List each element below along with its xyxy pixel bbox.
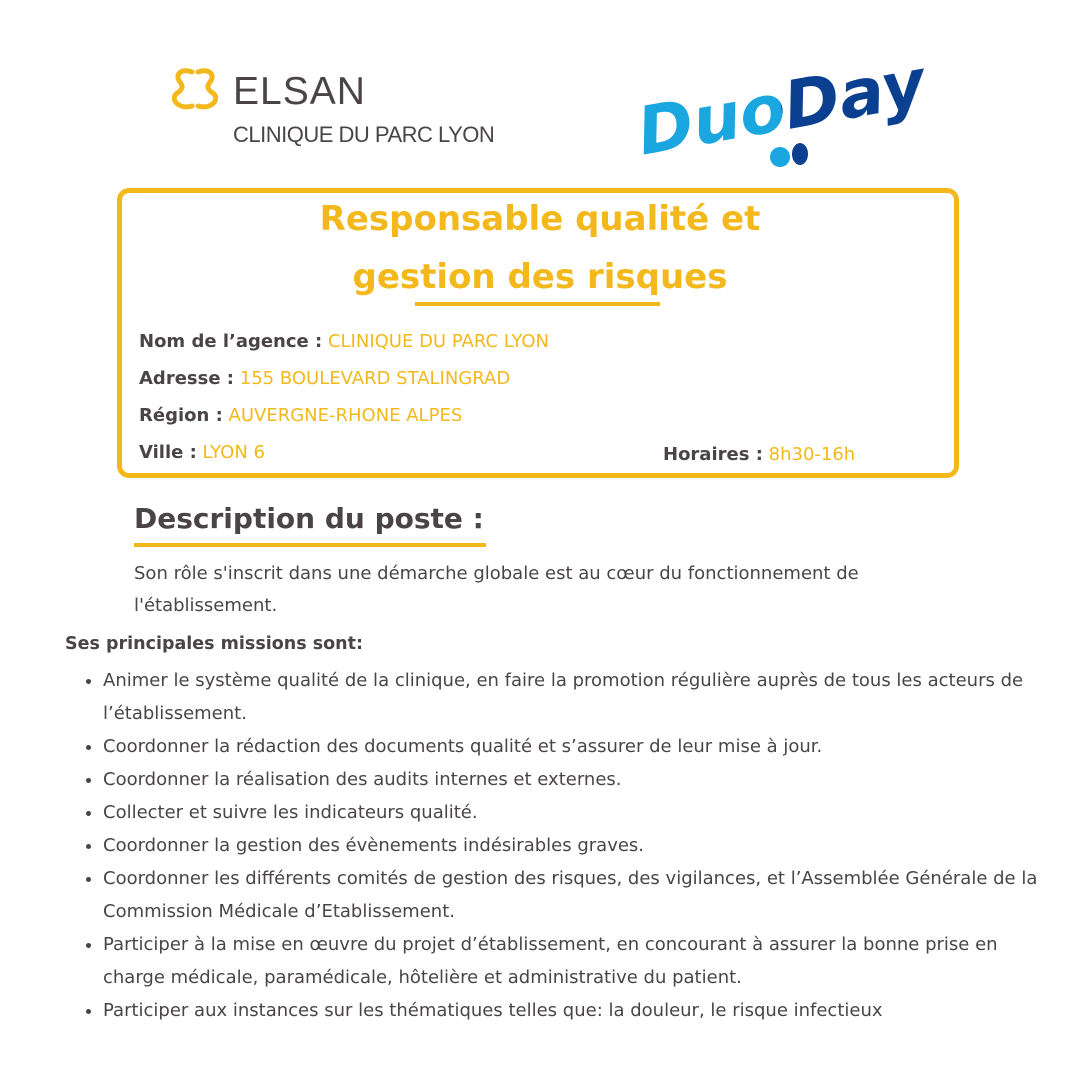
job-title [0,190,1080,306]
field-label: Adresse : [139,368,235,389]
description-text: Son rôle s'inscrit dans une démarche globale est au cœur du fonctionnement de l'établissement. [134,563,859,616]
job-title-line1: Responsable qualité et [319,199,761,239]
field-value: CLINIQUE DU PARC LYON [327,331,550,352]
list-item: • Coordonner les différents comités de gestion des risques, des vigilances, et l’Assemblée Générale de la Commission Médicale d’Etablissement. [103,862,1053,928]
list-item: • Collecter et suivre les indicateurs qualité. [103,796,1053,829]
list-item: • Participer aux instances sur les thématiques telles que: la douleur, le risque infectieux [103,994,1053,1027]
field-label: Ville : [139,442,197,463]
field-address [139,366,510,392]
clinic-name: CLINIQUE DU PARC LYON [233,122,495,147]
duoday-dot-icon [770,147,790,167]
title-underline [415,302,660,306]
field-value: LYON 6 [202,442,265,463]
field-agency [139,329,549,355]
field-region [139,403,462,429]
missions-list [65,664,1053,1027]
field-value: 8h30-16h [768,444,856,465]
list-item: • Animer le système qualité de la clinique, en faire la promotion régulière auprès de tous les acteurs de l’établissement. [103,664,1053,730]
field-value: AUVERGNE-RHONE ALPES [228,405,463,426]
duoday-dot-icon [792,143,808,165]
field-label: Horaires : [663,444,763,465]
list-item: • Coordonner la réalisation des audits internes et externes. [103,763,1053,796]
field-city [139,440,265,466]
duoday-logo [630,30,940,170]
list-item: • Coordonner la gestion des évènements indésirables graves. [103,829,1053,862]
missions-heading: Ses principales missions sont: [65,634,363,654]
elsan-name: ELSAN [233,70,366,113]
field-label: Région : [139,405,223,426]
field-hours [663,442,855,468]
duoday-wordmark: DuoDay [631,44,929,170]
field-value: 155 BOULEVARD STALINGRAD [239,368,511,389]
description-underline [134,543,486,547]
elsan-logo-icon [172,68,218,112]
field-label: Nom de l’agence : [139,331,323,352]
list-item: • Participer à la mise en œuvre du projet d’établissement, en concourant à assurer la bonne prise en charge médicale, paramédicale, hôtelière et administrative du patient. [103,928,1053,994]
list-item: • Coordonner la rédaction des documents qualité et s’assurer de leur mise à jour. [103,730,1053,763]
job-title-line2: gestion des risques [352,257,728,297]
description-heading: Description du poste : [134,502,484,535]
